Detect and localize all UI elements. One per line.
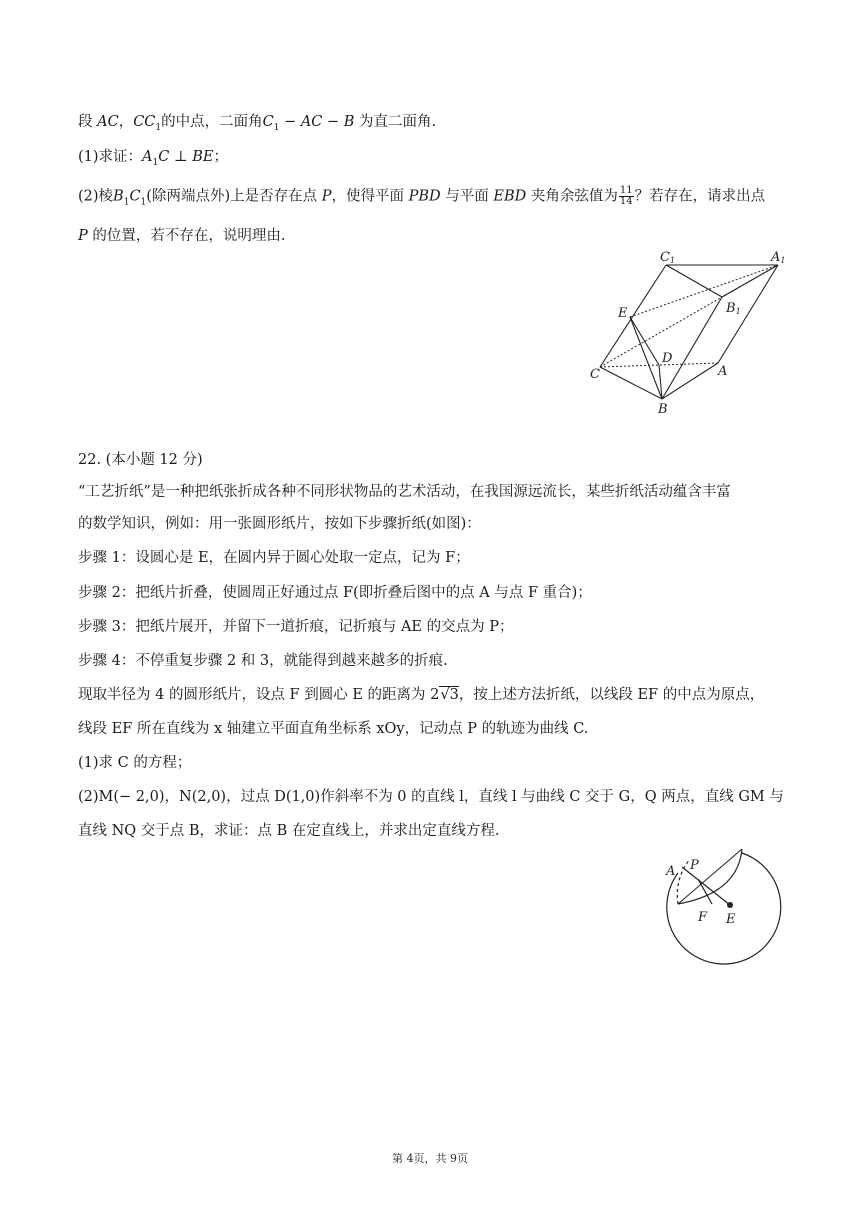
fraction-denominator: 14 [619,196,633,207]
edge-b-a [662,363,718,399]
text: ； [213,149,228,165]
math-angle: − AC − B [279,114,355,130]
label-a: A [666,864,676,879]
label-c1: C1 [660,250,676,265]
q22-condition-1 [78,685,764,705]
q21-part1: (1)求证：$A_1C$ ⊥ BE； [78,149,228,168]
q21-part2-line2 [78,226,285,246]
q21-intro-line: 段 AC，$CC_1$的中点，二面角$C_1$ − AC − B 为直二面角. [78,114,437,133]
part-label: (2)棱 [78,188,114,205]
label-c: C [590,367,600,382]
edge-b-b1 [662,297,722,399]
math-c1: C [262,114,274,130]
q22-condition-2: 线段 EF 所在直线为 x 轴建立平面直角坐标系 xOy，记动点 P 的轨迹为曲线 C. [78,721,589,737]
edge-e-b [630,317,662,399]
q22-part-2-line-1: (2)M(− 2,0)，N(2,0)，过点 D(1,0)作斜率不为 0 的直线 l，直线 l 与曲线 C 交于 G，Q 两点，直线 GM 与 [78,789,784,805]
math-a1: A [142,149,153,165]
edge-c-c1 [600,265,666,367]
segment-pf [698,879,712,904]
center-point-e [727,902,733,908]
q21-part2-line1: (2)棱$B_1C_1$(除两端点外)上是否存在点 P，使得平面 PBD 与平面 EBD 夹角余弦值为 $\frac{11}{14}$ ？若存在，请求出点 [78,185,766,208]
sqrt-radicand: 3 [449,687,459,703]
text: 的位置，若不存在，说明理由. [87,228,286,244]
text: 段 [78,114,98,130]
math-pbd: PBD [408,188,441,205]
math-ac: AC [97,114,119,130]
prism-figure [590,245,800,420]
circle-fold-figure [660,845,800,965]
edge-e-d [630,317,659,365]
text: ， [118,114,134,130]
text: (除两端点外)上是否存在点 [146,188,322,205]
q22-step-1: 步骤 1：设圆心是 E，在圆内异于圆心处取一定点，记为 F； [78,550,470,566]
text: 的中点，二面角 [161,114,263,130]
q22-step-4: 步骤 4：不停重复步骤 2 和 3，就能得到越来越多的折痕. [78,653,448,669]
label-e: E [726,912,736,927]
text: 与平面 [440,188,494,205]
math-p: P [78,228,88,244]
math-c1: C [129,188,141,205]
label-p: P [690,858,699,873]
text: 为直二面角. [354,114,437,130]
fraction-numerator: 11 [619,185,633,196]
part-label: (1)求证： [78,149,143,165]
math-p: P [321,188,332,205]
label-f: F [698,910,708,925]
edge-c1-b1 [666,265,722,297]
label-d: D [662,351,673,366]
q22-step-3: 步骤 3：把纸片展开，并留下一道折痕，记折痕与 AE 的交点为 P； [78,619,514,635]
circle-dashed-arc [677,859,690,904]
label-b1: B1 [726,301,741,316]
label-a1: A1 [771,250,786,265]
text: 夹角余弦值为 [526,188,618,205]
q22-header: 22. (本小题 12 分) [78,452,203,468]
q22-intro-2: 的数学知识，例如：用一张圆形纸片，按如下步骤折纸(如图)： [78,516,481,532]
math-cc1: CC [133,114,156,130]
dashed-e-a1 [630,265,778,317]
q22-part-1: (1)求 C 的方程； [78,755,192,771]
edge-c-b [600,367,662,399]
text: ，使得平面 [331,188,409,205]
q22-part-2-line-2: 直线 NQ 交于点 B，求证：点 B 在定直线上，并求出定直线方程. [78,823,500,839]
math-perp: C ⊥ BE [158,149,214,165]
text: ，按上述方法折纸，以线段 EF 的中点为原点， [458,687,765,703]
circle-solid-arc [667,853,781,964]
q22-intro-1: “工艺折纸”是一种把纸张折成各种不同形状物品的艺术活动，在我国源远流长，某些折纸活动蕴含丰富 [78,484,731,500]
label-e: E [618,306,628,321]
math-b1: B [113,188,124,205]
label-b: B [658,402,668,417]
text: ？若存在，请求出点 [634,188,766,205]
text: 现取半径为 4 的圆形纸片，设点 F 到圆心 E 的距离为 2 [78,687,440,703]
sqrt: √3 [440,687,459,703]
page-footer: 第 4页，共 9页 [392,1152,468,1165]
q22-step-2: 步骤 2：把纸片折叠，使圆周正好通过点 F(即折叠后图中的点 A 与点 F 重合)； [78,585,592,601]
math-ebd: EBD [493,188,527,205]
fraction [619,186,634,207]
label-a: A [718,364,728,379]
